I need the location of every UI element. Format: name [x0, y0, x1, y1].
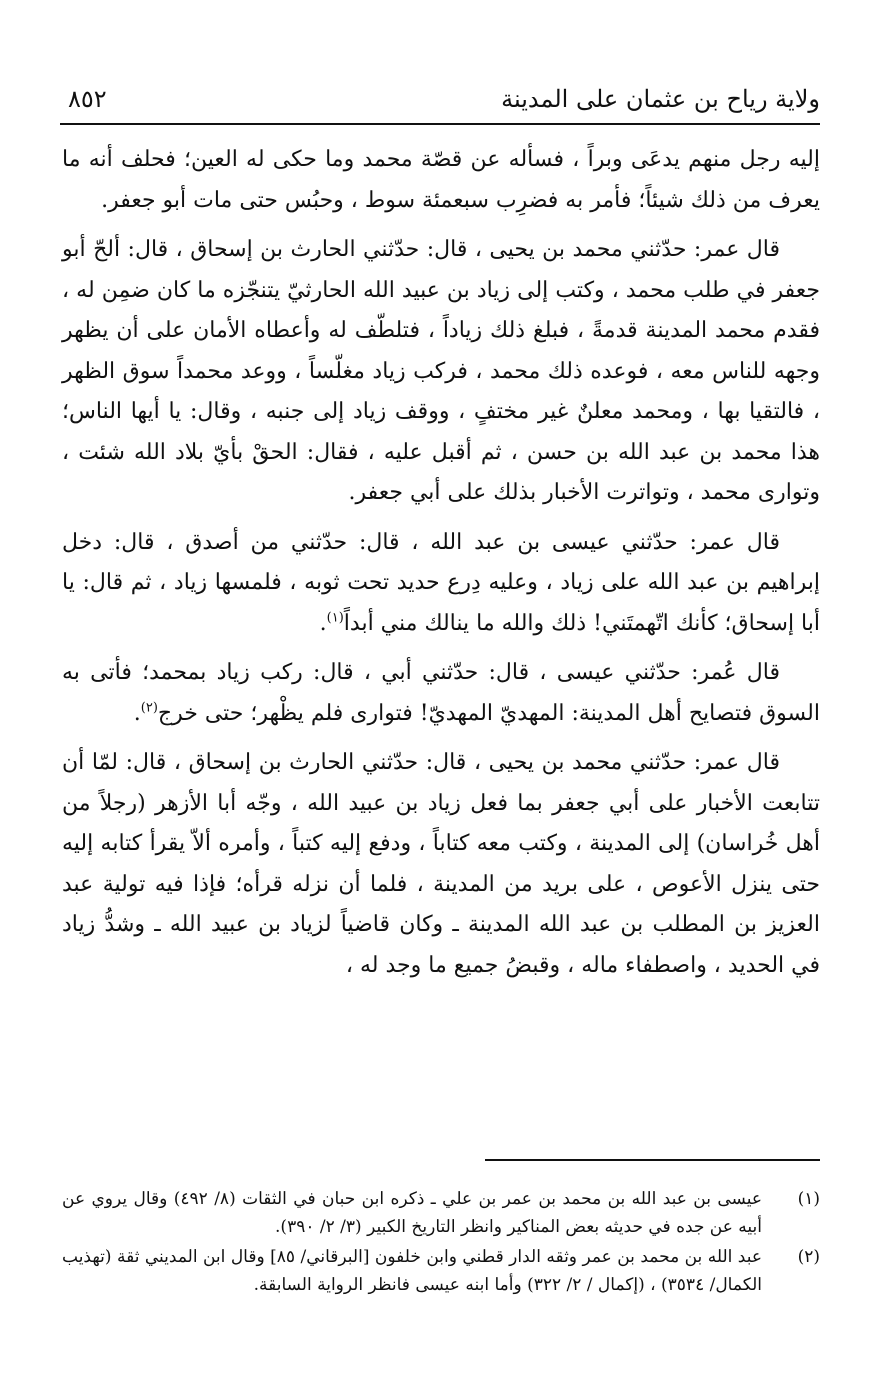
- footnote-text: عيسى بن عبد الله بن محمد بن عمر بن علي ـ ذكره ابن حبان في الثقات (٨/ ٤٩٢) وقال يروي عن أبيه عن جده في حديثه بعض المناكير وانظر التاريخ الكبير (٣/ ٢/ ٣٩٠).: [62, 1189, 762, 1237]
- paragraph: قال عمر: حدّثني محمد بن يحيى ، قال: حدّثني الحارث بن إسحاق ، قال: ألحّ أبو جعفر في طلب محمد ، وكتب إلى زياد بن عبيد الله الحارثيّ يتنجّزه ما كان ضمِن له ، فقدم محمد المدينة قدمةً ، فبلغ ذلك زياداً ، فتلطّف له وأعطاه الأمان على أن يظهر وجهه للناس معه ، فوعده ذلك محمد ، فركب زياد مغلّساً ، ووعد محمداً سوق الظهر ، فالتقيا بها ، ومحمد معلنٌ غير مختفٍ ، ووقف زياد إلى جنبه ، وقال: يا أيها الناس؛ هذا محمد بن عبد الله بن حسن ، ثم أقبل عليه ، فقال: الحقْ بأيّ بلاد الله شئت ، وتوارى محمد ، وتواترت الأخبار بذلك على أبي جعفر.: [62, 237, 820, 505]
- page-number: ٨٥٢: [68, 85, 107, 113]
- paragraph-text: قال عُمر: حدّثني عيسى ، قال: حدّثني أبي ، قال: ركب زياد بمحمد؛ فأتى به السوق فتصايح أهل المدينة: المهديّ المهديّ! فتوارى فلم يظْهر؛ حتى خرج: [62, 660, 820, 726]
- footnote-number: (٢): [797, 1247, 820, 1267]
- footnotes: [62, 1185, 820, 1301]
- paragraph: [62, 523, 820, 645]
- footnote: [62, 1243, 820, 1299]
- footnote-number: (١): [797, 1189, 820, 1209]
- header-rule: [60, 123, 820, 125]
- footnote: [62, 1185, 820, 1241]
- paragraph: إليه رجل منهم يدعَى وبراً ، فسأله عن قصّة محمد وما حكى له العين؛ فحلف أنه ما يعرف من ذلك شيئاً؛ فأمر به فضرِب سبعمئة سوط ، وحبُس حتى مات أبو جعفر.: [62, 147, 820, 213]
- footnote-text: عبد الله بن محمد بن عمر وثقه الدار قطني وابن خلفون [البرقاني/ ٨٥] وقال ابن المديني ثقة (تهذيب الكمال/ ٣٥٣٤) ، (إكمال / ٢/ ٣٢٢) وأما ابنه عيسى فانظر الرواية السابقة.: [62, 1247, 763, 1295]
- footnote-ref[interactable]: (٢): [140, 700, 158, 716]
- paragraph: [62, 653, 820, 734]
- running-header: [60, 82, 820, 118]
- header-title: ولاية رياح بن عثمان على المدينة: [501, 85, 820, 113]
- paragraph-text: قال عمر: حدّثني عيسى بن عبد الله ، قال: حدّثني من أصدق ، قال: دخل إبراهيم بن عبد الله على زياد ، وعليه دِرع حديد تحت ثوبه ، فلمسها زياد ، ثم قال: يا أبا إسحاق؛ كأنك اتّهمتَني! ذلك والله ما ينالك مني أبداً: [62, 529, 820, 636]
- paragraph: قال عمر: حدّثني محمد بن يحيى ، قال: حدّثني الحارث بن إسحاق ، قال: لمّا أن تتابعت الأخبار على أبي جعفر بما فعل زياد بن عبيد الله ، وجّه أبا الأزهر (رجلاً من أهل خُراسان) إلى المدينة ، وكتب معه كتاباً ، ودفع إليه كتباً ، وأمره ألاّ يقرأ كتابه إليه حتى ينزل الأعوص ، على بريد من المدينة ، فلما أن نزله قرأه؛ فإذا فيه تولية عبد العزيز بن المطلب بن عبد الله المدينة ـ وكان قاضياً لزياد بن عبيد الله ـ وشدُّ زياد في الحديد ، واصطفاء ماله ، وقبضُ جميع ما وجد له ،: [62, 750, 820, 978]
- footnote-ref[interactable]: (١): [326, 610, 344, 626]
- paragraph-end: .: [133, 700, 141, 726]
- footnote-rule: [485, 1159, 820, 1161]
- paragraph-end: .: [319, 610, 327, 636]
- body-text: [62, 140, 820, 986]
